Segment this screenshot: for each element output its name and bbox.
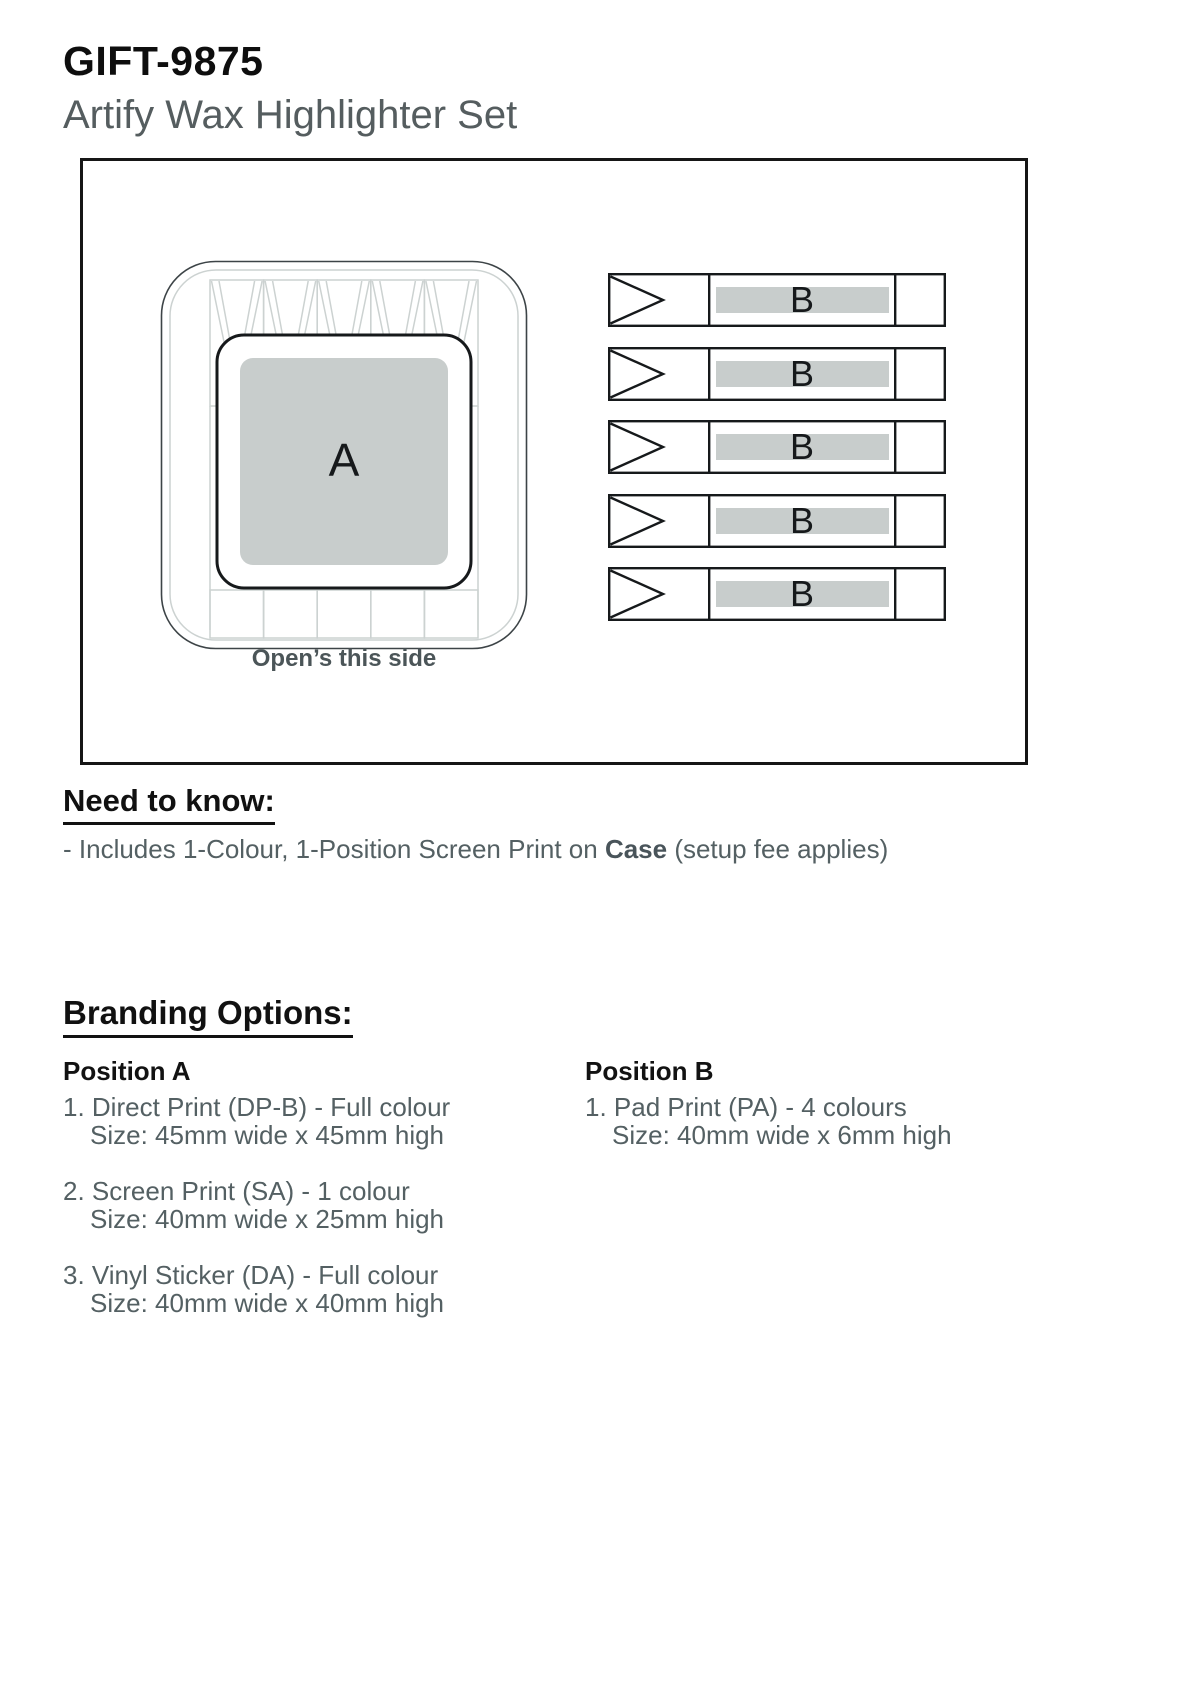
need-to-know-item bbox=[63, 834, 888, 865]
item-line2: Size: 40mm wide x 6mm high bbox=[612, 1120, 952, 1150]
item-line2: Size: 40mm wide x 40mm high bbox=[90, 1288, 445, 1318]
open-side-note: Open’s this side bbox=[251, 645, 437, 672]
position-b-label: B bbox=[789, 500, 815, 541]
position-a-column bbox=[63, 1056, 450, 1345]
branding-item-b1 bbox=[585, 1093, 952, 1149]
crayon-end-cap bbox=[895, 495, 945, 547]
item-line1: 2. Screen Print (SA) - 1 colour bbox=[63, 1176, 410, 1206]
position-b-column bbox=[585, 1056, 952, 1177]
branding-item-a3 bbox=[63, 1261, 450, 1317]
need-to-know-heading bbox=[63, 783, 275, 825]
item-line1: 3. Vinyl Sticker (DA) - Full colour bbox=[63, 1260, 439, 1290]
crayon-end-cap bbox=[895, 274, 945, 326]
item-line1: 1. Direct Print (DP-B) - Full colour bbox=[63, 1092, 451, 1122]
case-diagram bbox=[160, 260, 528, 650]
crayon-3 bbox=[608, 420, 946, 474]
branding-item-a2 bbox=[63, 1177, 450, 1233]
item-line2: Size: 40mm wide x 25mm high bbox=[90, 1204, 445, 1234]
position-b-title: Position B bbox=[585, 1056, 714, 1086]
position-a-label: A bbox=[328, 434, 360, 486]
crayon-end-cap bbox=[895, 421, 945, 473]
position-b-label: B bbox=[789, 426, 815, 467]
crayon-end-cap bbox=[895, 348, 945, 400]
product-subtitle: Artify Wax Highlighter Set bbox=[63, 93, 518, 137]
branding-options-heading-text: Branding Options: bbox=[63, 994, 353, 1038]
crayon-2 bbox=[608, 347, 946, 401]
position-b-label: B bbox=[789, 353, 815, 394]
position-b-label: B bbox=[789, 279, 815, 320]
position-a-title: Position A bbox=[63, 1056, 191, 1086]
need-line-prefix: - Includes 1-Colour, 1-Position Screen Print on bbox=[63, 834, 605, 864]
item-line2: Size: 45mm wide x 45mm high bbox=[90, 1120, 445, 1150]
diagram-panel bbox=[80, 158, 1028, 765]
need-to-know-heading-text: Need to know: bbox=[63, 783, 275, 825]
need-line-suffix: (setup fee applies) bbox=[667, 834, 889, 864]
branding-item-a1 bbox=[63, 1093, 450, 1149]
position-b-label: B bbox=[789, 573, 815, 614]
crayon-end-cap bbox=[895, 568, 945, 620]
crayon-5 bbox=[608, 567, 946, 621]
branding-options-heading bbox=[63, 994, 353, 1038]
need-line-bold: Case bbox=[604, 834, 668, 864]
crayon-4 bbox=[608, 494, 946, 548]
crayon-1 bbox=[608, 273, 946, 327]
page-title: GIFT-9875 bbox=[63, 38, 264, 84]
item-line1: 1. Pad Print (PA) - 4 colours bbox=[585, 1092, 907, 1122]
